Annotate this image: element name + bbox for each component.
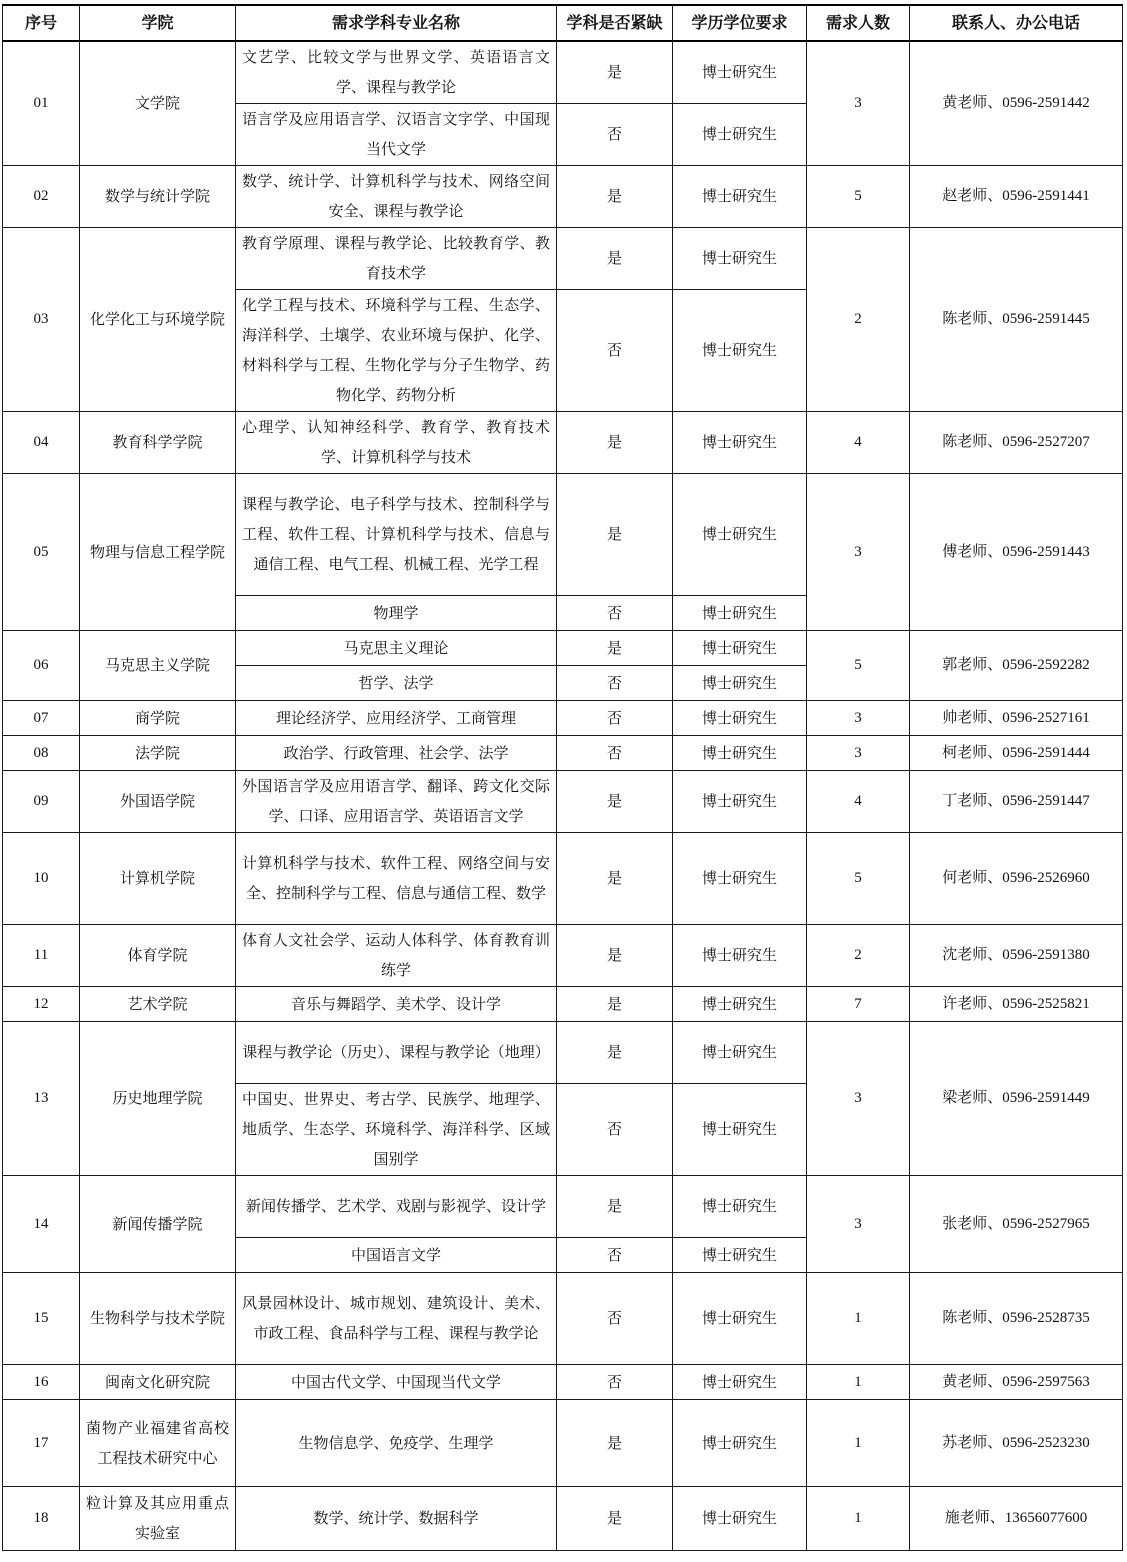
shortage-cell: 否: [557, 735, 673, 770]
subject-cell: 心理学、认知神经科学、教育学、教育技术学、计算机科学与技术: [236, 411, 557, 473]
degree-cell: 博士研究生: [673, 1175, 807, 1237]
table-row: [3, 735, 1123, 770]
college-name: 法学院: [80, 735, 236, 770]
college-name: 教育科学学院: [80, 411, 236, 473]
row-index: 01: [3, 41, 80, 165]
table-row: [3, 41, 1123, 103]
headcount-cell: 4: [807, 770, 910, 832]
subject-cell: 哲学、法学: [236, 665, 557, 700]
shortage-cell: 否: [557, 1083, 673, 1175]
subject-cell: 马克思主义理论: [236, 630, 557, 665]
headcount-cell: 3: [807, 735, 910, 770]
header-college: 学院: [80, 5, 236, 41]
shortage-cell: 否: [557, 595, 673, 630]
college-name: 物理与信息工程学院: [80, 473, 236, 630]
table-body: [3, 41, 1123, 1550]
table-row: [3, 986, 1123, 1021]
subject-cell: 外国语言学及应用语言学、翻译、跨文化交际学、口译、应用语言学、英语语言文学: [236, 770, 557, 832]
headcount-cell: 3: [807, 1021, 910, 1175]
shortage-cell: 否: [557, 289, 673, 411]
row-index: 16: [3, 1364, 80, 1399]
headcount-cell: 3: [807, 473, 910, 630]
college-name: 数学与统计学院: [80, 165, 236, 227]
headcount-cell: 7: [807, 986, 910, 1021]
contact-cell: 施老师、13656077600: [910, 1486, 1123, 1550]
contact-cell: 陈老师、0596-2591445: [910, 227, 1123, 411]
table-row: [3, 165, 1123, 227]
college-name: 商学院: [80, 700, 236, 735]
subject-cell: 语言学及应用语言学、汉语言文字学、中国现当代文学: [236, 103, 557, 165]
table-row: [3, 1021, 1123, 1083]
table-row: [3, 227, 1123, 289]
degree-cell: 博士研究生: [673, 832, 807, 924]
header-degree: 学历学位要求: [673, 5, 807, 41]
contact-cell: 苏老师、0596-2523230: [910, 1399, 1123, 1486]
table-row: [3, 1364, 1123, 1399]
headcount-cell: 5: [807, 165, 910, 227]
degree-cell: 博士研究生: [673, 473, 807, 595]
shortage-cell: 否: [557, 103, 673, 165]
degree-cell: 博士研究生: [673, 630, 807, 665]
degree-cell: 博士研究生: [673, 289, 807, 411]
degree-cell: 博士研究生: [673, 924, 807, 986]
shortage-cell: 是: [557, 165, 673, 227]
degree-cell: 博士研究生: [673, 1399, 807, 1486]
header-shortage: 学科是否紧缺: [557, 5, 673, 41]
subject-cell: 化学工程与技术、环境科学与工程、生态学、海洋科学、土壤学、农业环境与保护、化学、材料科学与工程、生物化学与分子生物学、药物化学、药物分析: [236, 289, 557, 411]
contact-cell: 陈老师、0596-2527207: [910, 411, 1123, 473]
degree-cell: 博士研究生: [673, 1486, 807, 1550]
degree-cell: 博士研究生: [673, 41, 807, 103]
headcount-cell: 5: [807, 630, 910, 700]
college-name: 历史地理学院: [80, 1021, 236, 1175]
subject-cell: 政治学、行政管理、社会学、法学: [236, 735, 557, 770]
row-index: 14: [3, 1175, 80, 1272]
table-row: [3, 700, 1123, 735]
row-index: 12: [3, 986, 80, 1021]
table-row: [3, 1486, 1123, 1550]
subject-cell: 体育人文社会学、运动人体科学、体育教育训练学: [236, 924, 557, 986]
headcount-cell: 3: [807, 700, 910, 735]
contact-cell: 沈老师、0596-2591380: [910, 924, 1123, 986]
college-name: 艺术学院: [80, 986, 236, 1021]
contact-cell: 许老师、0596-2525821: [910, 986, 1123, 1021]
headcount-cell: 1: [807, 1399, 910, 1486]
headcount-cell: 4: [807, 411, 910, 473]
headcount-cell: 1: [807, 1486, 910, 1550]
headcount-cell: 1: [807, 1272, 910, 1364]
college-name: 化学化工与环境学院: [80, 227, 236, 411]
recruitment-table: [2, 4, 1123, 1551]
headcount-cell: 2: [807, 924, 910, 986]
row-index: 09: [3, 770, 80, 832]
row-index: 18: [3, 1486, 80, 1550]
shortage-cell: 是: [557, 41, 673, 103]
row-index: 13: [3, 1021, 80, 1175]
shortage-cell: 是: [557, 1021, 673, 1083]
college-name: 文学院: [80, 41, 236, 165]
table-row: [3, 770, 1123, 832]
shortage-cell: 是: [557, 227, 673, 289]
degree-cell: 博士研究生: [673, 770, 807, 832]
table-row: [3, 411, 1123, 473]
row-index: 06: [3, 630, 80, 700]
shortage-cell: 否: [557, 1237, 673, 1272]
row-index: 08: [3, 735, 80, 770]
subject-cell: 课程与教学论（历史）、课程与教学论（地理）: [236, 1021, 557, 1083]
college-name: 粒计算及其应用重点实验室: [80, 1486, 236, 1550]
row-index: 03: [3, 227, 80, 411]
shortage-cell: 否: [557, 700, 673, 735]
shortage-cell: 是: [557, 986, 673, 1021]
subject-cell: 音乐与舞蹈学、美术学、设计学: [236, 986, 557, 1021]
subject-cell: 新闻传播学、艺术学、戏剧与影视学、设计学: [236, 1175, 557, 1237]
row-index: 10: [3, 832, 80, 924]
table-row: [3, 924, 1123, 986]
contact-cell: 黄老师、0596-2597563: [910, 1364, 1123, 1399]
table-row: [3, 1399, 1123, 1486]
degree-cell: 博士研究生: [673, 595, 807, 630]
shortage-cell: 是: [557, 1399, 673, 1486]
degree-cell: 博士研究生: [673, 1237, 807, 1272]
header-index: 序号: [3, 5, 80, 41]
contact-cell: 丁老师、0596-2591447: [910, 770, 1123, 832]
shortage-cell: 是: [557, 630, 673, 665]
subject-cell: 中国古代文学、中国现当代文学: [236, 1364, 557, 1399]
headcount-cell: 1: [807, 1364, 910, 1399]
college-name: 菌物产业福建省高校工程技术研究中心: [80, 1399, 236, 1486]
degree-cell: 博士研究生: [673, 227, 807, 289]
shortage-cell: 是: [557, 411, 673, 473]
header-count: 需求人数: [807, 5, 910, 41]
contact-cell: 黄老师、0596-2591442: [910, 41, 1123, 165]
subject-cell: 中国语言文学: [236, 1237, 557, 1272]
degree-cell: 博士研究生: [673, 986, 807, 1021]
degree-cell: 博士研究生: [673, 700, 807, 735]
contact-cell: 何老师、0596-2526960: [910, 832, 1123, 924]
contact-cell: 柯老师、0596-2591444: [910, 735, 1123, 770]
table-row: [3, 1175, 1123, 1237]
college-name: 生物科学与技术学院: [80, 1272, 236, 1364]
row-index: 11: [3, 924, 80, 986]
row-index: 05: [3, 473, 80, 630]
degree-cell: 博士研究生: [673, 665, 807, 700]
shortage-cell: 否: [557, 665, 673, 700]
headcount-cell: 5: [807, 832, 910, 924]
contact-cell: 帅老师、0596-2527161: [910, 700, 1123, 735]
shortage-cell: 是: [557, 1175, 673, 1237]
college-name: 新闻传播学院: [80, 1175, 236, 1272]
college-name: 外国语学院: [80, 770, 236, 832]
row-index: 17: [3, 1399, 80, 1486]
contact-cell: 赵老师、0596-2591441: [910, 165, 1123, 227]
subject-cell: 课程与教学论、电子科学与技术、控制科学与工程、软件工程、计算机科学与技术、信息与通信工程、电气工程、机械工程、光学工程: [236, 473, 557, 595]
college-name: 马克思主义学院: [80, 630, 236, 700]
contact-cell: 傅老师、0596-2591443: [910, 473, 1123, 630]
subject-cell: 计算机科学与技术、软件工程、网络空间与安全、控制科学与工程、信息与通信工程、数学: [236, 832, 557, 924]
degree-cell: 博士研究生: [673, 1021, 807, 1083]
row-index: 02: [3, 165, 80, 227]
degree-cell: 博士研究生: [673, 103, 807, 165]
row-index: 04: [3, 411, 80, 473]
table-header-row: [3, 5, 1123, 41]
degree-cell: 博士研究生: [673, 411, 807, 473]
college-name: 计算机学院: [80, 832, 236, 924]
college-name: 体育学院: [80, 924, 236, 986]
contact-cell: 张老师、0596-2527965: [910, 1175, 1123, 1272]
shortage-cell: 是: [557, 832, 673, 924]
table-row: [3, 473, 1123, 595]
degree-cell: 博士研究生: [673, 1272, 807, 1364]
contact-cell: 陈老师、0596-2528735: [910, 1272, 1123, 1364]
subject-cell: 中国史、世界史、考古学、民族学、地理学、地质学、生态学、环境科学、海洋科学、区域国别学: [236, 1083, 557, 1175]
degree-cell: 博士研究生: [673, 165, 807, 227]
row-index: 15: [3, 1272, 80, 1364]
headcount-cell: 2: [807, 227, 910, 411]
shortage-cell: 是: [557, 770, 673, 832]
subject-cell: 教育学原理、课程与教学论、比较教育学、教育技术学: [236, 227, 557, 289]
subject-cell: 理论经济学、应用经济学、工商管理: [236, 700, 557, 735]
degree-cell: 博士研究生: [673, 735, 807, 770]
subject-cell: 数学、统计学、数据科学: [236, 1486, 557, 1550]
shortage-cell: 是: [557, 1486, 673, 1550]
shortage-cell: 否: [557, 1364, 673, 1399]
row-index: 07: [3, 700, 80, 735]
shortage-cell: 是: [557, 473, 673, 595]
headcount-cell: 3: [807, 1175, 910, 1272]
contact-cell: 郭老师、0596-2592282: [910, 630, 1123, 700]
header-contact: 联系人、办公电话: [910, 5, 1123, 41]
subject-cell: 文艺学、比较文学与世界文学、英语语言文学、课程与教学论: [236, 41, 557, 103]
college-name: 闽南文化研究院: [80, 1364, 236, 1399]
shortage-cell: 否: [557, 1272, 673, 1364]
header-subject: 需求学科专业名称: [236, 5, 557, 41]
subject-cell: 物理学: [236, 595, 557, 630]
subject-cell: 风景园林设计、城市规划、建筑设计、美术、市政工程、食品科学与工程、课程与教学论: [236, 1272, 557, 1364]
contact-cell: 梁老师、0596-2591449: [910, 1021, 1123, 1175]
table-row: [3, 832, 1123, 924]
table-row: [3, 1272, 1123, 1364]
degree-cell: 博士研究生: [673, 1364, 807, 1399]
shortage-cell: 是: [557, 924, 673, 986]
headcount-cell: 3: [807, 41, 910, 165]
table-row: [3, 630, 1123, 665]
subject-cell: 生物信息学、免疫学、生理学: [236, 1399, 557, 1486]
degree-cell: 博士研究生: [673, 1083, 807, 1175]
subject-cell: 数学、统计学、计算机科学与技术、网络空间安全、课程与教学论: [236, 165, 557, 227]
